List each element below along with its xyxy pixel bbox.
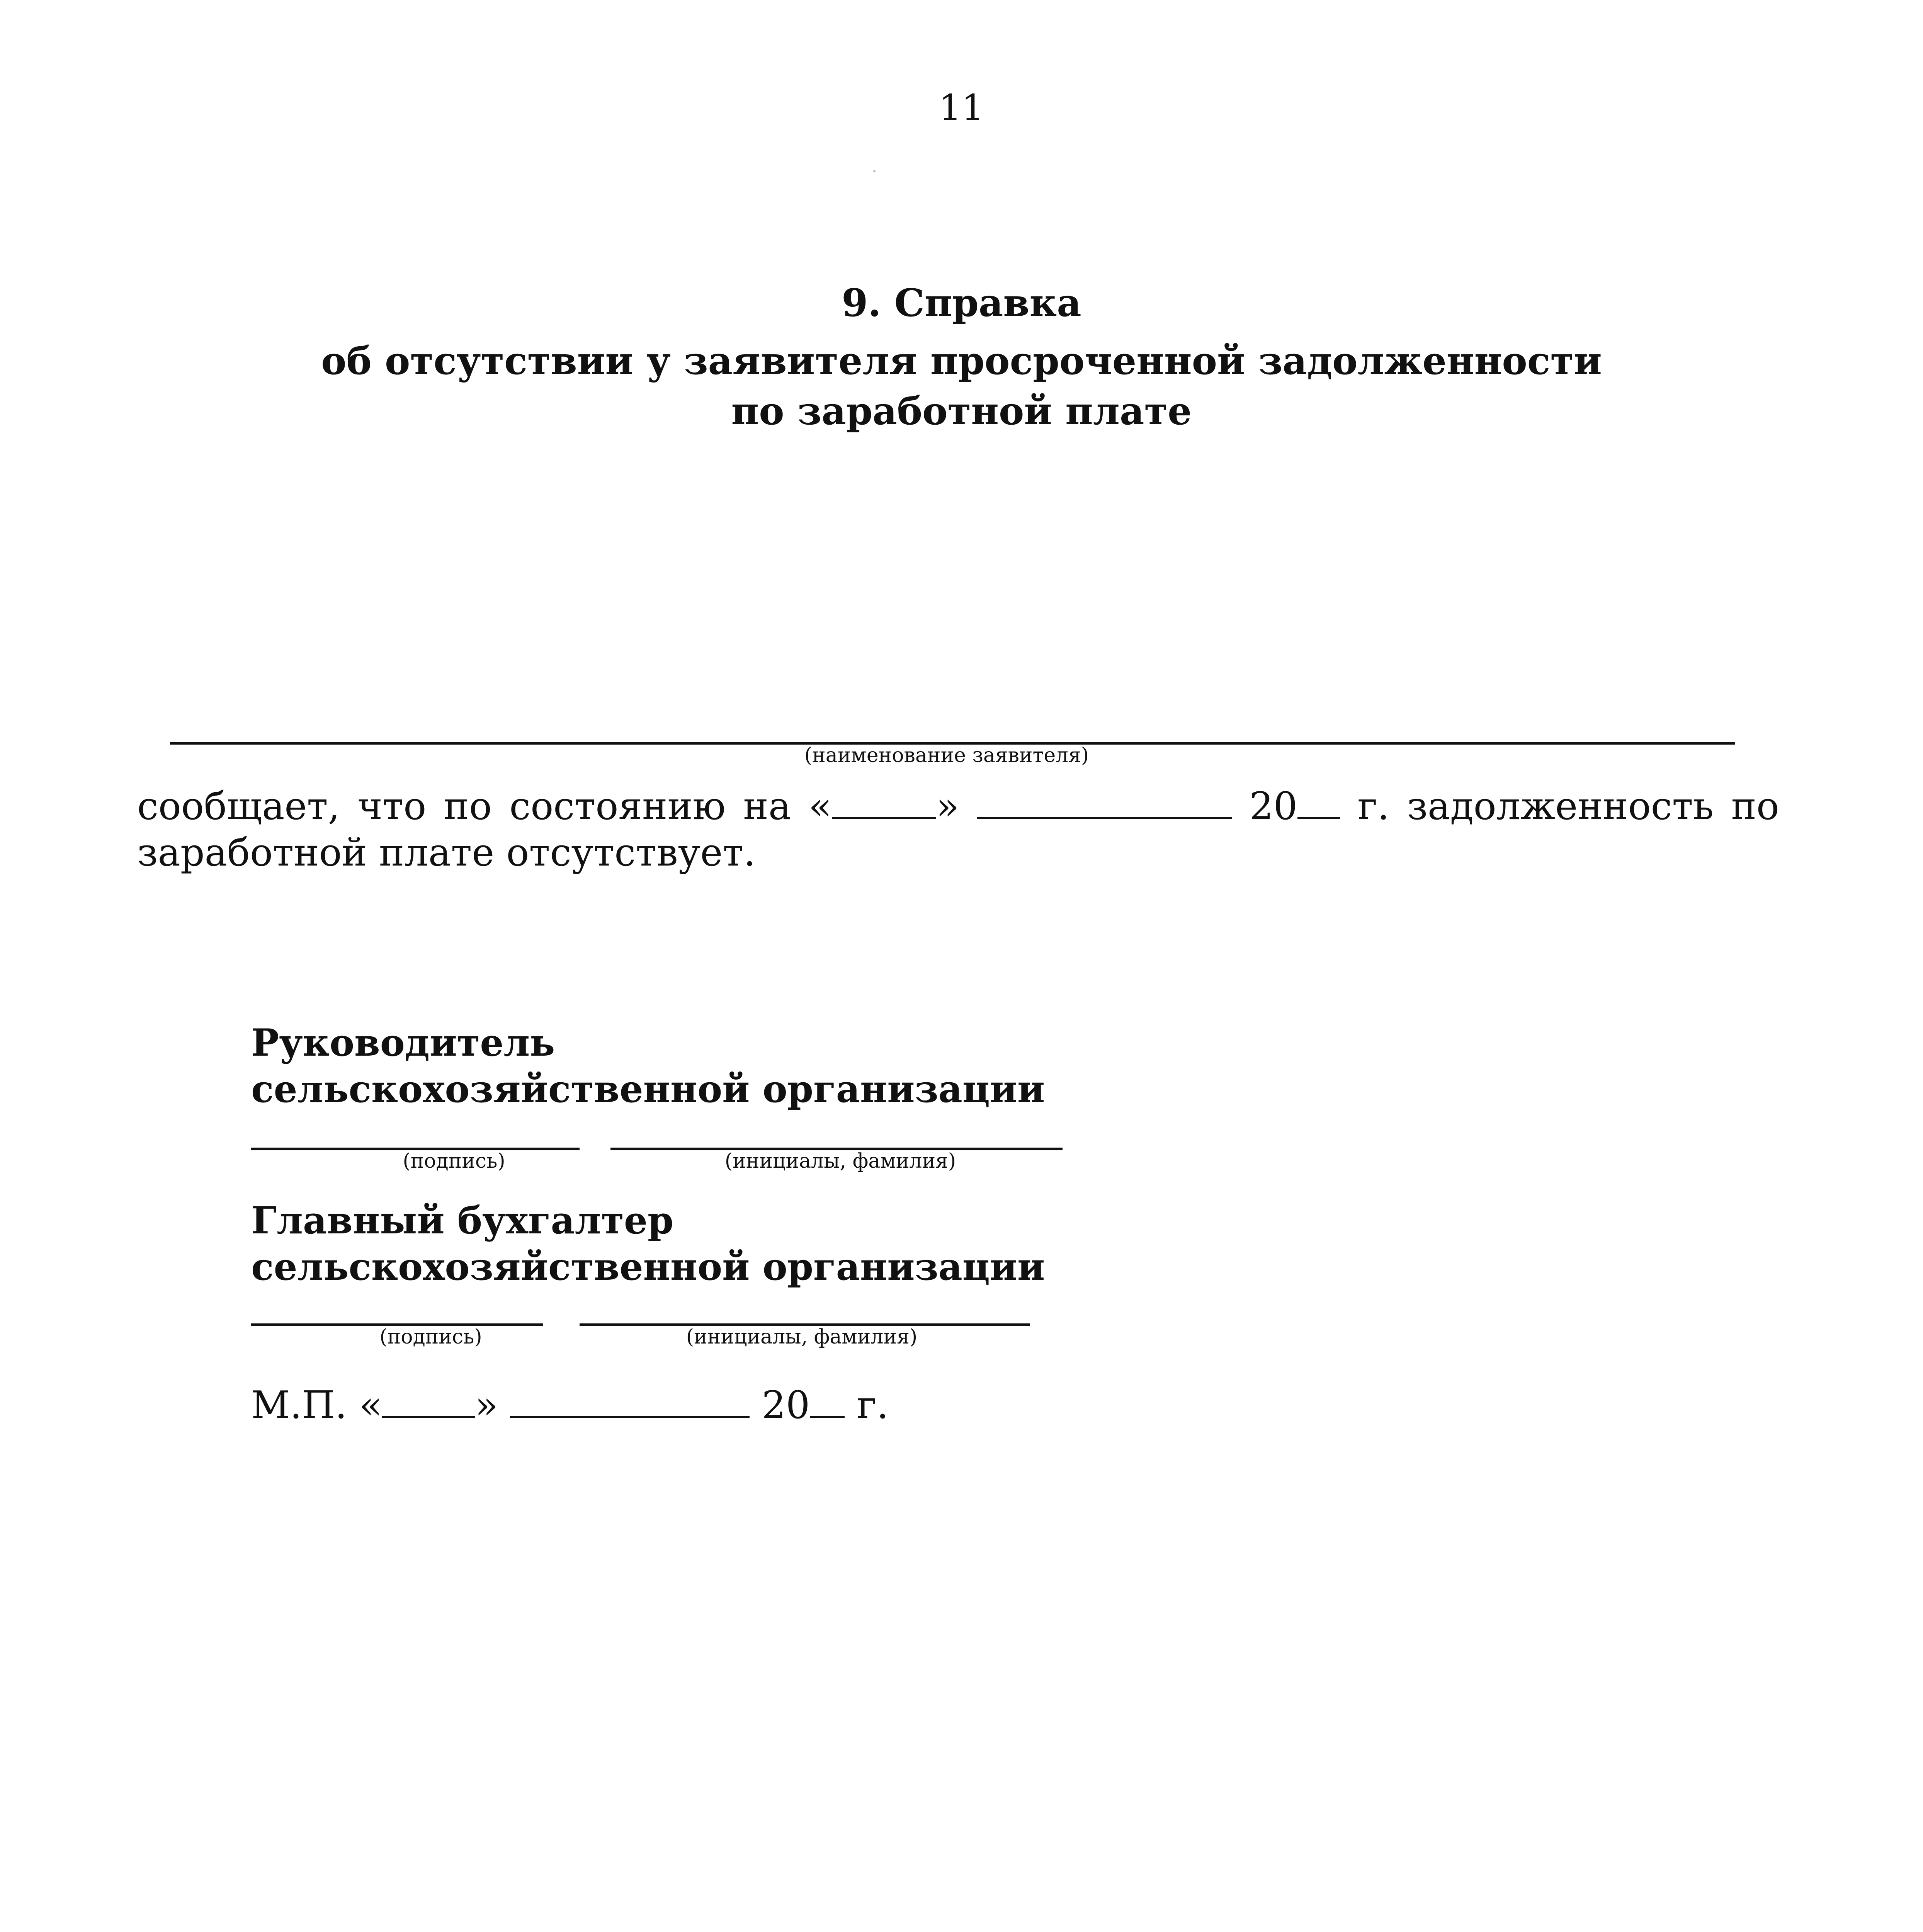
stamp-year-blank[interactable] xyxy=(810,1389,845,1418)
head-name-caption: (инициалы, фамилия) xyxy=(724,1150,956,1173)
quote-open: « xyxy=(359,1383,383,1427)
stamp-month-blank[interactable] xyxy=(510,1389,750,1418)
month-blank[interactable] xyxy=(977,790,1232,819)
accountant-org-label: сельскохозяйственной организации xyxy=(251,1245,1045,1289)
stamp-day-blank[interactable] xyxy=(382,1389,475,1418)
quote-open: « xyxy=(808,784,832,828)
head-signature-caption: (подпись) xyxy=(403,1150,505,1173)
quote-close: » xyxy=(475,1383,498,1427)
quote-close: » xyxy=(936,784,959,828)
statement-word: на xyxy=(743,784,791,828)
year-blank[interactable] xyxy=(1297,790,1340,819)
document-subtitle-line-1: об отсутствии у заявителя просроченной задолженности xyxy=(321,339,1602,383)
statement-word: состоянию xyxy=(509,784,726,828)
year-prefix: 20 xyxy=(1249,784,1298,828)
scan-speck xyxy=(873,170,876,172)
day-field-group xyxy=(809,784,959,828)
day-blank[interactable] xyxy=(832,790,936,819)
document-title: 9. Справка xyxy=(842,281,1081,325)
head-title: Руководитель xyxy=(251,1021,555,1065)
stamp-date-line xyxy=(251,1383,889,1427)
year-prefix: 20 xyxy=(762,1383,810,1427)
year-suffix: г. xyxy=(1357,784,1390,828)
statement-word: задолженность xyxy=(1407,784,1714,828)
statement-line-1 xyxy=(137,784,1779,828)
accountant-name-caption: (инициалы, фамилия) xyxy=(686,1325,918,1349)
year-suffix: г. xyxy=(857,1383,889,1427)
year-field-group xyxy=(1249,784,1340,828)
statement-line-2: заработной плате отсутствует. xyxy=(137,831,756,875)
page-number: 11 xyxy=(939,87,984,128)
head-org-label: сельскохозяйственной организации xyxy=(251,1067,1045,1111)
accountant-title: Главный бухгалтер xyxy=(251,1199,674,1242)
statement-word: что xyxy=(357,784,427,828)
accountant-signature-caption: (подпись) xyxy=(379,1325,482,1349)
applicant-caption: (наименование заявителя) xyxy=(804,744,1089,767)
statement-word: по xyxy=(1731,784,1779,828)
stamp-mark: М.П. xyxy=(251,1383,347,1427)
document-subtitle-line-2: по заработной плате xyxy=(731,389,1192,434)
statement-word: по xyxy=(444,784,492,828)
statement-word: сообщает, xyxy=(137,784,340,828)
